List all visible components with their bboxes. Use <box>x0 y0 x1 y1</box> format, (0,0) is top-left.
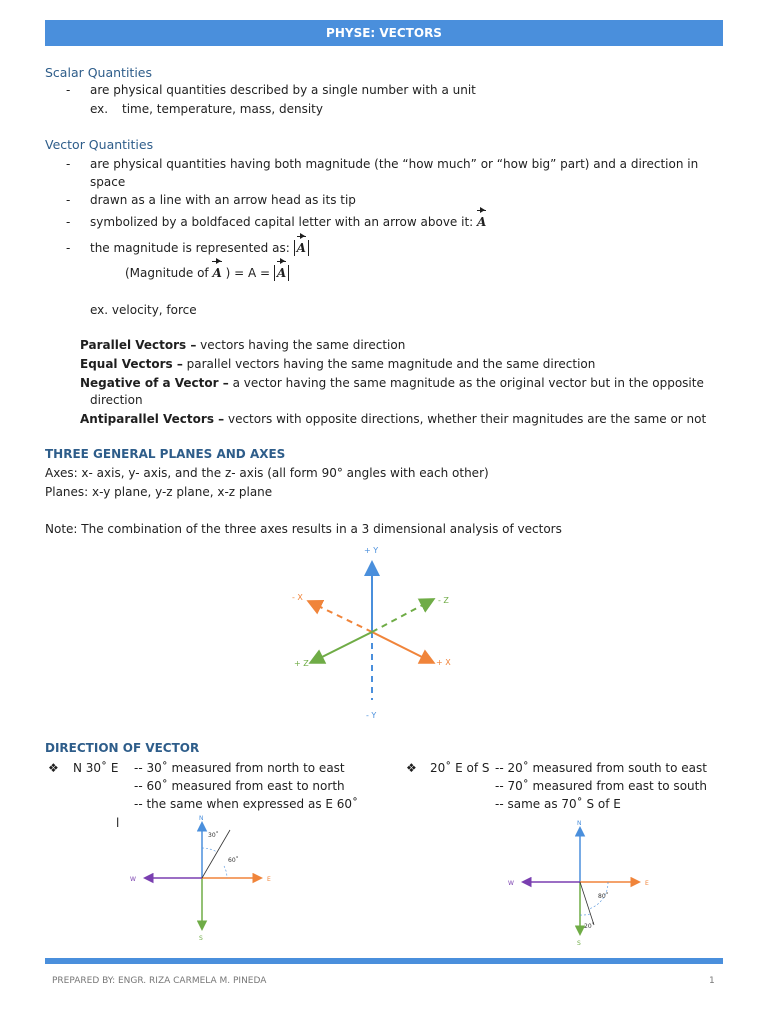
note-text: Note: The combination of the three axes results in a 3 dimensional analysis of vectors <box>45 522 562 536</box>
right-direction-label: 20˚ E of S <box>430 761 490 775</box>
angle-label-30: 30˚ <box>208 832 219 839</box>
left-desc-2: -- 60˚ measured from east to north <box>134 779 345 793</box>
left-bullet: ❖ <box>48 761 59 775</box>
axes-text: Axes: x- axis, y- axis, and the z- axis (all form 90° angles with each other) <box>45 466 489 480</box>
label-pos-z: + Z <box>294 659 309 668</box>
angle-label-60: 60˚ <box>228 857 239 864</box>
compass-right-diagram <box>500 815 670 955</box>
page-number: 1 <box>709 976 715 986</box>
def-antiparallel: Antiparallel Vectors – vectors with opposite directions, whether their magnitudes are the same or not <box>80 412 707 426</box>
compass-left-n: N <box>199 815 204 822</box>
angle-label-80: 80˚ <box>598 893 609 900</box>
def-parallel: Parallel Vectors – vectors having the same direction <box>80 338 406 352</box>
def-negative-cont: direction <box>90 393 143 407</box>
stray-mark: l <box>116 816 120 830</box>
label-neg-x: - X <box>292 593 303 602</box>
compass-right-s: S <box>577 940 581 947</box>
scalar-example: ex. time, temperature, mass, density <box>90 102 323 116</box>
def-equal: Equal Vectors – parallel vectors having the same magnitude and the same direction <box>80 357 596 371</box>
vector-bullet-4: - the magnitude is represented as: A <box>66 240 309 256</box>
neg-x-axis <box>310 602 372 632</box>
angle-arc-20 <box>580 914 590 915</box>
pos-z-axis <box>312 632 372 662</box>
vector-bullet-1-cont: space <box>90 175 126 189</box>
angle-arc-60 <box>224 866 227 878</box>
angle-label-20: 20˚ <box>584 923 595 930</box>
footer-bar <box>45 958 723 964</box>
left-desc-3: -- the same when expressed as E 60˚ <box>134 797 359 811</box>
scalar-title: Scalar Quantities <box>45 65 153 80</box>
page-title: PHYSE: VECTORS <box>45 20 723 46</box>
right-bullet: ❖ <box>406 761 417 775</box>
neg-z-axis <box>372 600 432 632</box>
label-pos-x: + X <box>436 658 451 667</box>
footer-prepared-by: PREPARED BY: ENGR. RIZA CARMELA M. PINEDA <box>52 976 267 986</box>
vector-bullet-2: - drawn as a line with an arrow head as its tip <box>66 193 356 207</box>
magnitude-expression: (Magnitude of A ) = A = A <box>125 265 289 281</box>
label-neg-z: - Z <box>438 596 449 605</box>
label-pos-y: + Y <box>364 546 379 555</box>
vector-example: ex. velocity, force <box>90 303 197 317</box>
vector-bullet-1: - are physical quantities having both magnitude (the “how much” or “how big” part) and a direction in <box>66 157 699 171</box>
right-desc-3: -- same as 70˚ S of E <box>495 797 621 811</box>
vector-bullet-3: - symbolized by a boldfaced capital letter with an arrow above it: A <box>66 215 487 229</box>
compass-right-e: E <box>645 880 649 887</box>
planes-title: THREE GENERAL PLANES AND AXES <box>45 447 286 461</box>
right-desc-1: -- 20˚ measured from south to east <box>495 761 707 775</box>
compass-right-n: N <box>577 820 582 827</box>
axes-diagram <box>280 540 480 725</box>
compass-left-diagram <box>120 810 290 950</box>
left-direction-label: N 30˚ E <box>73 761 119 775</box>
def-negative: Negative of a Vector – a vector having the same magnitude as the original vector but in the opposite <box>80 376 704 390</box>
compass-left-w: W <box>130 876 136 883</box>
left-desc-1: -- 30˚ measured from north to east <box>134 761 345 775</box>
compass-left-s: S <box>199 935 203 942</box>
vector-title: Vector Quantities <box>45 137 154 152</box>
direction-title: DIRECTION OF VECTOR <box>45 741 200 755</box>
scalar-def: - are physical quantities described by a single number with a unit <box>66 83 476 97</box>
vector-symbol: A <box>477 215 487 229</box>
planes-text: Planes: x-y plane, y-z plane, x-z plane <box>45 485 273 499</box>
right-desc-2: -- 70˚ measured from east to south <box>495 779 707 793</box>
label-neg-y: - Y <box>366 711 377 720</box>
compass-left-e: E <box>267 876 271 883</box>
compass-right-w: W <box>508 880 514 887</box>
vector-20e-of-s <box>580 882 594 925</box>
pos-x-axis <box>372 632 432 662</box>
angle-arc-30 <box>202 848 217 852</box>
